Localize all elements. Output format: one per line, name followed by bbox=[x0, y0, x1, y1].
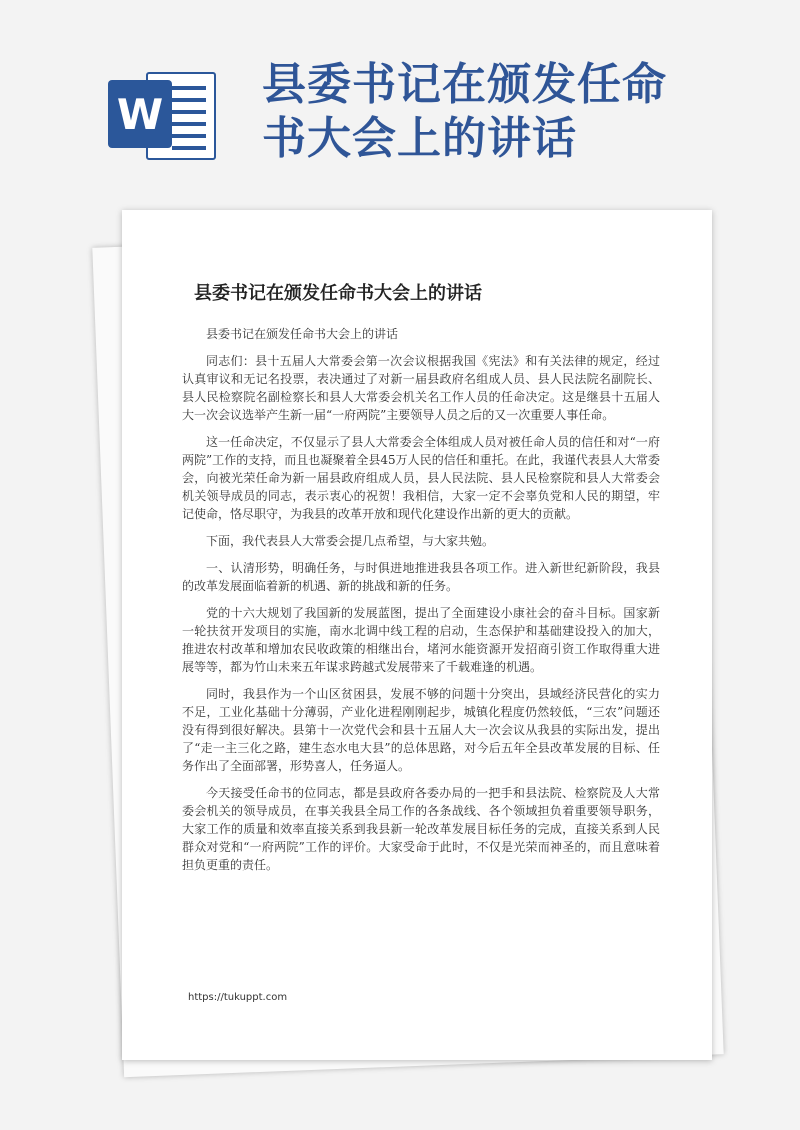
footer-url[interactable]: https://tukuppt.com bbox=[188, 992, 288, 1003]
banner-title: 县委书记在颁发任命书大会上的讲话 bbox=[262, 59, 667, 164]
document-page bbox=[122, 210, 712, 1060]
word-icon bbox=[108, 66, 220, 166]
paragraph: 县委书记在颁发任命书大会上的讲话 bbox=[206, 327, 399, 341]
paragraph: 一、认清形势，明确任务，与时俱进地推进我县各项工作。进入新世纪新阶段，我县的改革发展面临着新的机遇、新的挑战和新的任务。 bbox=[182, 561, 660, 593]
document-title: 县委书记在颁发任命书大会上的讲话 bbox=[194, 283, 482, 304]
paragraph: 这一任命决定，不仅显示了县人大常委会全体组成人员对被任命人员的信任和对“一府两院”工作的支持，而且也凝聚着全县45万人民的信任和重托。在此，我谨代表县人大常委会，向被光荣任命为新一届县政府组成人员，县人民法院、县人民检察院和县人大常委会机关领导成员的同志，表示衷心的祝贺！我相信，大家一定不会辜负党和人民的期望，牢记使命，恪尽职守，为我县的改革开放和现代化建设作出新的更大的贡献。 bbox=[182, 435, 660, 521]
word-letter-badge: W bbox=[108, 80, 172, 148]
paragraph: 同时，我县作为一个山区贫困县，发展不够的问题十分突出，县域经济民营化的实力不足，工业化基础十分薄弱，产业化进程刚刚起步，城镇化程度仍然较低，“三农”问题还没有得到很好解决。县第十一次党代会和县十五届人大一次会议从我县的实际出发，提出了“走一主三化之路，建生态水电大县”的总体思路，对今后五年全县改革发展的目标、任务作出了全面部署，形势喜人，任务逼人。 bbox=[182, 687, 660, 773]
paragraph: 党的十六大规划了我国新的发展蓝图，提出了全面建设小康社会的奋斗目标。国家新一轮扶贫开发项目的实施，南水北调中线工程的启动，生态保护和基础建设投入的加大，推进农村改革和增加农民收政策的相继出台，堵河水能资源开发招商引资工作取得重大进展等等，都为竹山未来五年谋求跨越式发展带来了千载难逢的机遇。 bbox=[182, 606, 660, 674]
paragraph: 同志们：县十五届人大常委会第一次会议根据我国《宪法》和有关法律的规定，经过认真审议和无记名投票，表决通过了对新一届县政府名组成人员、县人民法院名副院长、县人民检察院名副检察长和县人大常委会机关名工作人员的任命决定。这是继县十五届人大一次会议选举产生新一届“一府两院”主要领导人员之后的又一次重要人事任命。 bbox=[182, 354, 660, 422]
document-body bbox=[182, 325, 660, 883]
paragraph: 今天接受任命书的位同志，都是县政府各委办局的一把手和县法院、检察院及人大常委会机关的领导成员，在事关我县全局工作的各条战线、各个领域担负着重要领导职务，大家工作的质量和效率直接关系到我县新一轮改革发展目标任务的完成，直接关系到人民群众对党和“一府两院”工作的评价。大家受命于此时，不仅是光荣而神圣的，而且意味着担负更重的责任。 bbox=[182, 786, 660, 872]
header bbox=[0, 0, 800, 205]
paragraph: 下面，我代表县人大常委会提几点希望，与大家共勉。 bbox=[206, 534, 495, 548]
